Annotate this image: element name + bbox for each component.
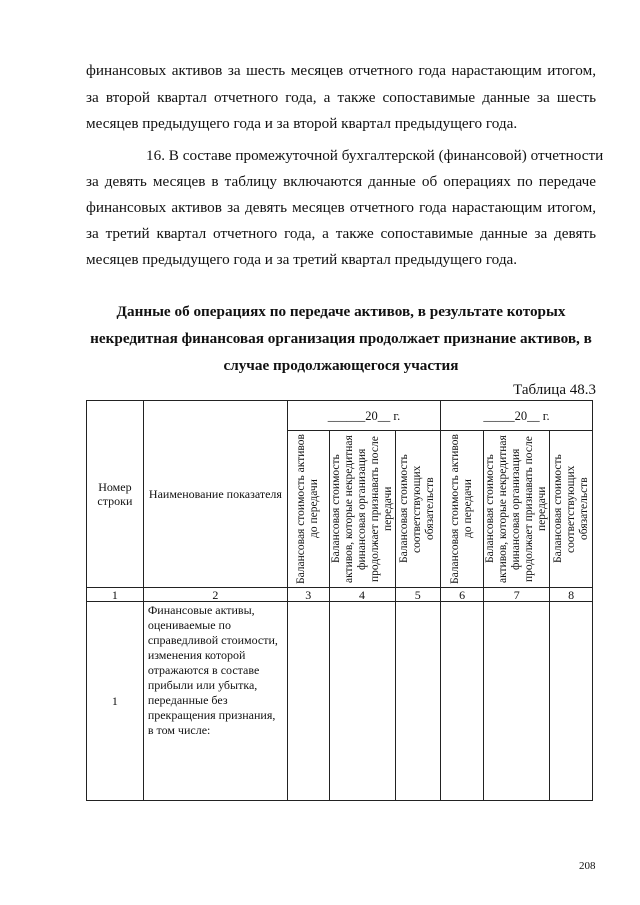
- col-number: 6: [440, 588, 483, 602]
- col-number: 3: [288, 588, 329, 602]
- table-caption: Таблица 48.3: [513, 382, 596, 398]
- paragraph-line: финансовых активов за девять месяцев отчетного года нарастающим итогом,: [86, 199, 596, 216]
- empty-cell: [395, 602, 440, 801]
- paragraph-line: месяцев предыдущего года и за второй квартал предыдущего года.: [86, 115, 518, 132]
- paragraph-line: за девять месяцев в таблицу включаются данные об операциях по передаче: [86, 173, 596, 190]
- subheader: Балансовая стоимость соответствующих обязательств: [551, 454, 590, 564]
- empty-cell: [484, 602, 550, 801]
- paragraph-line: за третий квартал отчетного года, а также сопоставимые данные за девять: [86, 225, 596, 242]
- row-name: Финансовые активы, оцениваемые по справедливой стоимости, изменения которой отражаются в составе прибыли или убытка, переданные без прекращения признания, в том числе:: [143, 602, 287, 801]
- col-number: 8: [550, 588, 593, 602]
- table-row: [87, 602, 593, 801]
- row-number: 1: [87, 602, 144, 801]
- paragraph-line: месяцев предыдущего года и за третий квартал предыдущего года.: [86, 251, 518, 268]
- empty-cell: [440, 602, 483, 801]
- table-title-line: некредитная финансовая организация продолжает признание активов, в: [90, 330, 592, 347]
- empty-cell: [329, 602, 395, 801]
- header-year-1: ______20__ г.: [288, 401, 441, 431]
- col-number: 4: [329, 588, 395, 602]
- table-title-line: Данные об операциях по передаче активов, в результате которых: [116, 303, 566, 320]
- empty-cell: [550, 602, 593, 801]
- col-number: 7: [484, 588, 550, 602]
- data-table: [86, 400, 593, 801]
- paragraph-line: 16. В составе промежуточной бухгалтерской (финансовой) отчетности: [146, 147, 604, 164]
- col-number: 2: [143, 588, 287, 602]
- header-year-2: _____20__ г.: [440, 401, 592, 431]
- col-number: 5: [395, 588, 440, 602]
- col-number: 1: [87, 588, 144, 602]
- subheader: Балансовая стоимость активов до передачи: [295, 434, 321, 584]
- empty-cell: [288, 602, 329, 801]
- subheader: Балансовая стоимость активов, которые некредитная финансовая организация продолжает признавать после передачи: [329, 435, 394, 583]
- table-title-line: случае продолжающегося участия: [223, 357, 459, 374]
- subheader: Балансовая стоимость активов до передачи: [449, 434, 475, 584]
- header-indicator-name: Наименование показателя: [143, 401, 287, 588]
- subheader: Балансовая стоимость активов, которые некредитная финансовая организация продолжает признавать после передачи: [484, 435, 549, 583]
- page-number: 208: [579, 860, 596, 872]
- paragraph-line: финансовых активов за шесть месяцев отчетного года нарастающим итогом,: [86, 62, 596, 79]
- paragraph-line: за второй квартал отчетного года, а также сопоставимые данные за шесть: [86, 89, 596, 106]
- subheader: Балансовая стоимость соответствующих обязательств: [398, 454, 437, 564]
- header-row-number: Номер строки: [87, 401, 144, 588]
